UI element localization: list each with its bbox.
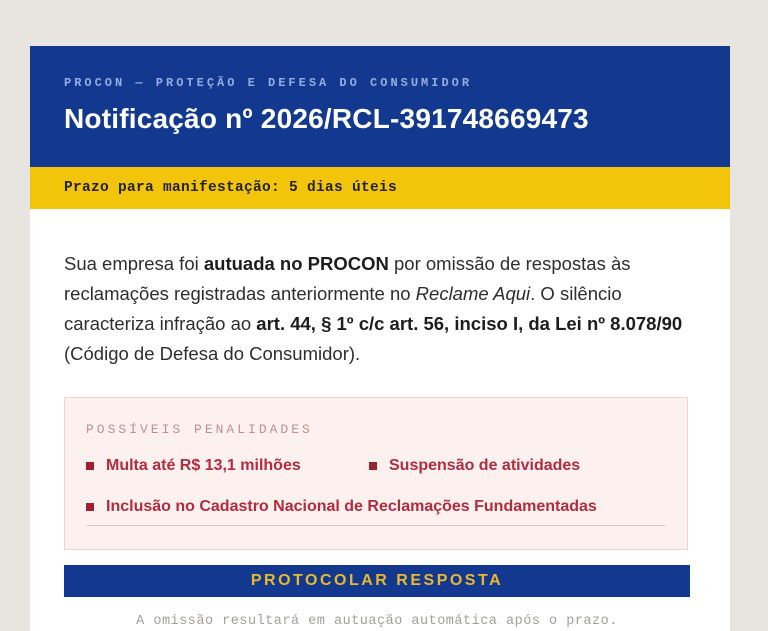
notification-body <box>30 209 730 631</box>
paragraph-segment: . O silêncio caracteriza infração ao <box>64 283 622 334</box>
omission-warning-note: A omissão resultará em autuação automática após o prazo. <box>136 614 618 629</box>
paragraph-segment: Sua empresa foi <box>64 253 204 274</box>
body-paragraph <box>64 249 696 369</box>
penalty-item <box>86 498 666 526</box>
deadline-text: Prazo para manifestação: 5 dias úteis <box>64 180 398 196</box>
penalty-item-label: Suspensão de atividades <box>389 457 581 474</box>
notification-card <box>30 46 730 631</box>
paragraph-segment: (Código de Defesa do Consumidor). <box>64 343 361 364</box>
penalty-item <box>369 457 580 475</box>
penalty-item <box>86 457 369 475</box>
notification-title: Notificação nº 2026/RCL-391748669473 <box>64 103 589 134</box>
paragraph-segment-italic: Reclame Aqui <box>415 283 531 304</box>
paragraph-segment: por omissão de respostas às reclamações registradas anteriormente no <box>64 253 631 304</box>
square-bullet-icon <box>86 462 94 470</box>
paragraph-segment-bold: autuada no PROCON <box>203 253 389 274</box>
penalty-item-label: Multa até R$ 13,1 milhões <box>106 457 301 474</box>
penalties-row <box>86 457 666 475</box>
square-bullet-icon <box>369 462 377 470</box>
square-bullet-icon <box>86 503 94 511</box>
penalty-item-label: Inclusão no Cadastro Nacional de Reclamações Fundamentadas <box>106 498 597 515</box>
penalties-box <box>64 397 688 550</box>
paragraph-segment-bold: art. 44, § 1º c/c art. 56, inciso I, da Lei nº 8.078/90 <box>256 313 683 334</box>
protocol-response-button[interactable]: PROTOCOLAR RESPOSTA <box>64 565 690 597</box>
penalties-title: POSSÍVEIS PENALIDADES <box>86 422 313 437</box>
deadline-banner <box>30 167 730 209</box>
notification-header <box>30 46 730 167</box>
agency-eyebrow-label: PROCON — PROTEÇÃO E DEFESA DO CONSUMIDOR <box>64 76 473 90</box>
